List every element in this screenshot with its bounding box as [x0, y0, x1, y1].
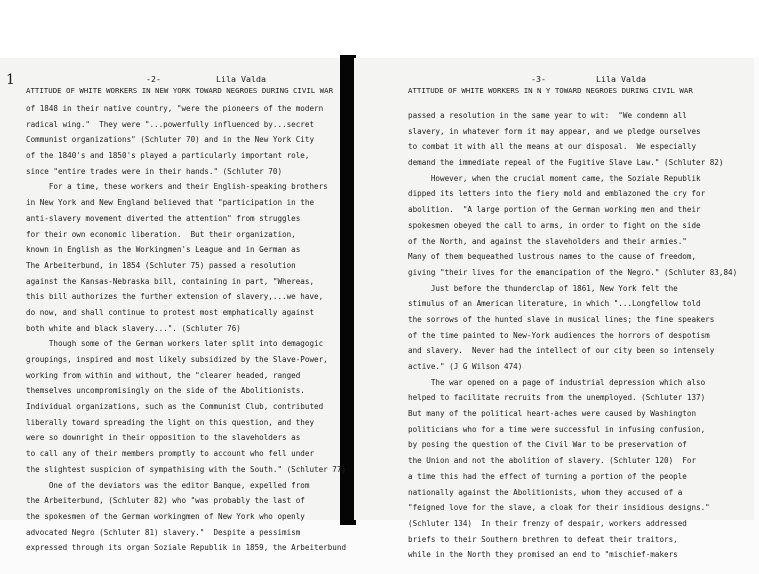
text-line: However, when the crucial moment came, the Soziale Republik	[408, 173, 701, 183]
right-page-author: Lila Valda	[596, 74, 646, 84]
text-line: liberally toward spreading the light on this question, and they	[26, 417, 315, 427]
text-line: For a time, these workers and their English-speaking brothers	[26, 182, 328, 192]
text-line: while in the North they promised an end to "mischief-makers	[408, 550, 678, 560]
text-line: this bill authorizes the further extension of slavery,...we have,	[26, 292, 324, 302]
text-line: do now, and shall continue to protest most emphatically against	[26, 307, 315, 317]
text-line: briefs to their Southern brethren to defeat their traitors,	[408, 534, 678, 544]
text-line: helped to facilitate recruits from the unemployed. (Schluter 137)	[408, 393, 706, 403]
text-line: and slavery. Never had the intellect of our city been so intensely	[408, 346, 715, 356]
text-line: anti-slavery movement diverted the attention" from struggles	[26, 213, 301, 223]
text-line: of 1848 in their native country, "were the pioneers of the modern	[26, 104, 324, 113]
text-line: the slightest suspicion of sympathising with the South." (Schluter 77)	[26, 464, 347, 474]
text-line: Though some of the German workers later split into demagogic	[26, 339, 324, 349]
text-line: (Schluter 134) In their frenzy of despair, workers addressed	[408, 518, 687, 528]
text-line: expressed through its organ Soziale Republik in 1859, the Arbeiterbund	[26, 543, 347, 553]
text-line: a time this had the effect of turning a portion of the people	[408, 471, 687, 481]
text-line: the sorrows of the hunted slave in musical lines; the fine speakers	[408, 314, 715, 324]
text-line: politicians who for a time were successful in infusing confusion,	[408, 424, 706, 434]
text-line: the Arbeiterbund, (Schluter 82) who "was probably the last of	[26, 496, 305, 506]
text-line: passed a resolution in the same year to wit: "We condemn all	[408, 111, 687, 120]
text-line: to call any of their members promptly to account who fell under	[26, 449, 315, 459]
text-line: demand the immediate repeal of the Fugitive Slave Law." (Schluter 82)	[408, 158, 724, 168]
text-line: nationally against the Abolitionists, whom they accused of a	[408, 487, 683, 497]
text-line: "feigned love for the slave, a cloak for their insidious designs."	[408, 503, 710, 513]
text-line: of the North, and against the slaveholders and their armies."	[408, 236, 687, 246]
left-page-number: -2-	[146, 74, 161, 84]
text-line: known in English as the Workingmen's League and in German as	[26, 245, 301, 255]
text-line: slavery, in whatever form it may appear, and we pledge ourselves	[408, 126, 701, 136]
text-line: themselves uncompromisingly on the side of the Abolitionists.	[26, 386, 305, 396]
text-line: by posing the question of the Civil War to be preservation of	[408, 440, 687, 450]
text-line: active." (J G Wilson 474)	[408, 362, 523, 371]
text-line: working from within and without, the "clearer headed, ranged	[26, 370, 301, 380]
text-line: both white and black slavery...". (Schluter 76)	[26, 323, 241, 333]
margin-mark: 1	[6, 72, 15, 88]
text-line: the spokesmen of the German workingmen of New York who openly	[26, 511, 305, 521]
scan-top-margin	[0, 0, 759, 58]
text-line: Many of them bequeathed lustrous names to the cause of freedom,	[408, 252, 697, 262]
text-line: since "entire trades were in their hands." (Schluter 70)	[26, 166, 283, 176]
text-line: giving "their lives for the emancipation of the Negro." (Schluter 83,84)	[408, 267, 738, 277]
text-line: But many of the political heart-aches were caused by Washington	[408, 409, 697, 419]
right-running-title: ATTITUDE OF WHITE WORKERS IN N Y TOWARD NEGROES DURING CIVIL WAR	[408, 86, 693, 95]
text-line: were so downright in their opposition to the slaveholders as	[26, 433, 301, 443]
text-line: abolition. "A large portion of the German working men and their	[408, 205, 701, 215]
text-line: advocated Negro (Schluter 81) slavery." Despite a pessimism	[26, 527, 301, 537]
text-line: spokesmen obeyed the call to arms, in order to fight on the side	[408, 220, 701, 230]
text-line: stimulus of an American literature, in which "...Longfellow told	[408, 299, 701, 309]
text-line: Just before the thunderclap of 1861, New York felt the	[408, 283, 678, 293]
text-line: The Arbeiterbund, in 1854 (Schluter 75) passed a resolution	[26, 260, 296, 270]
right-page-body	[408, 108, 737, 563]
text-line: Individual organizations, such as the Communist Club, contributed	[26, 402, 324, 412]
text-line: in New York and New England believed that "participation in the	[26, 198, 315, 208]
text-line: the Union and not the abolition of slavery. (Schluter 120) For	[408, 456, 697, 466]
text-line: dipped its letters into the fiery mold and emblazoned the cry for	[408, 189, 706, 199]
text-line: of the time painted to New-York audiences the horrors of despotism	[408, 330, 710, 340]
text-line: against the Kansas-Nebraska bill, containing in part, "Whereas,	[26, 276, 315, 286]
text-line: to combat it with all the means at our disposal. We especially	[408, 142, 697, 152]
left-page-author: Lila Valda	[216, 74, 266, 84]
text-line: One of the deviators was the editor Banque, expelled from	[26, 480, 310, 490]
text-line: for their own economic liberation. But their organization,	[26, 229, 296, 239]
text-line: of the 1840's and 1850's played a particularly important role,	[26, 151, 310, 161]
right-page-number: -3-	[531, 74, 546, 84]
text-line: radical wing." They were "...powerfully influenced by...secret	[26, 119, 315, 129]
text-line: groupings, inspired and most likely subsidized by the Slave-Power,	[26, 355, 328, 364]
text-line: The war opened on a page of industrial depression which also	[408, 377, 706, 387]
text-line: Communist organizations" (Schluter 70) and in the New York City	[26, 135, 315, 145]
left-page-body	[26, 101, 346, 556]
left-running-title: ATTITUDE OF WHITE WORKERS IN NEW YORK TOWARD NEGROES DURING CIVIL WAR	[26, 86, 334, 95]
